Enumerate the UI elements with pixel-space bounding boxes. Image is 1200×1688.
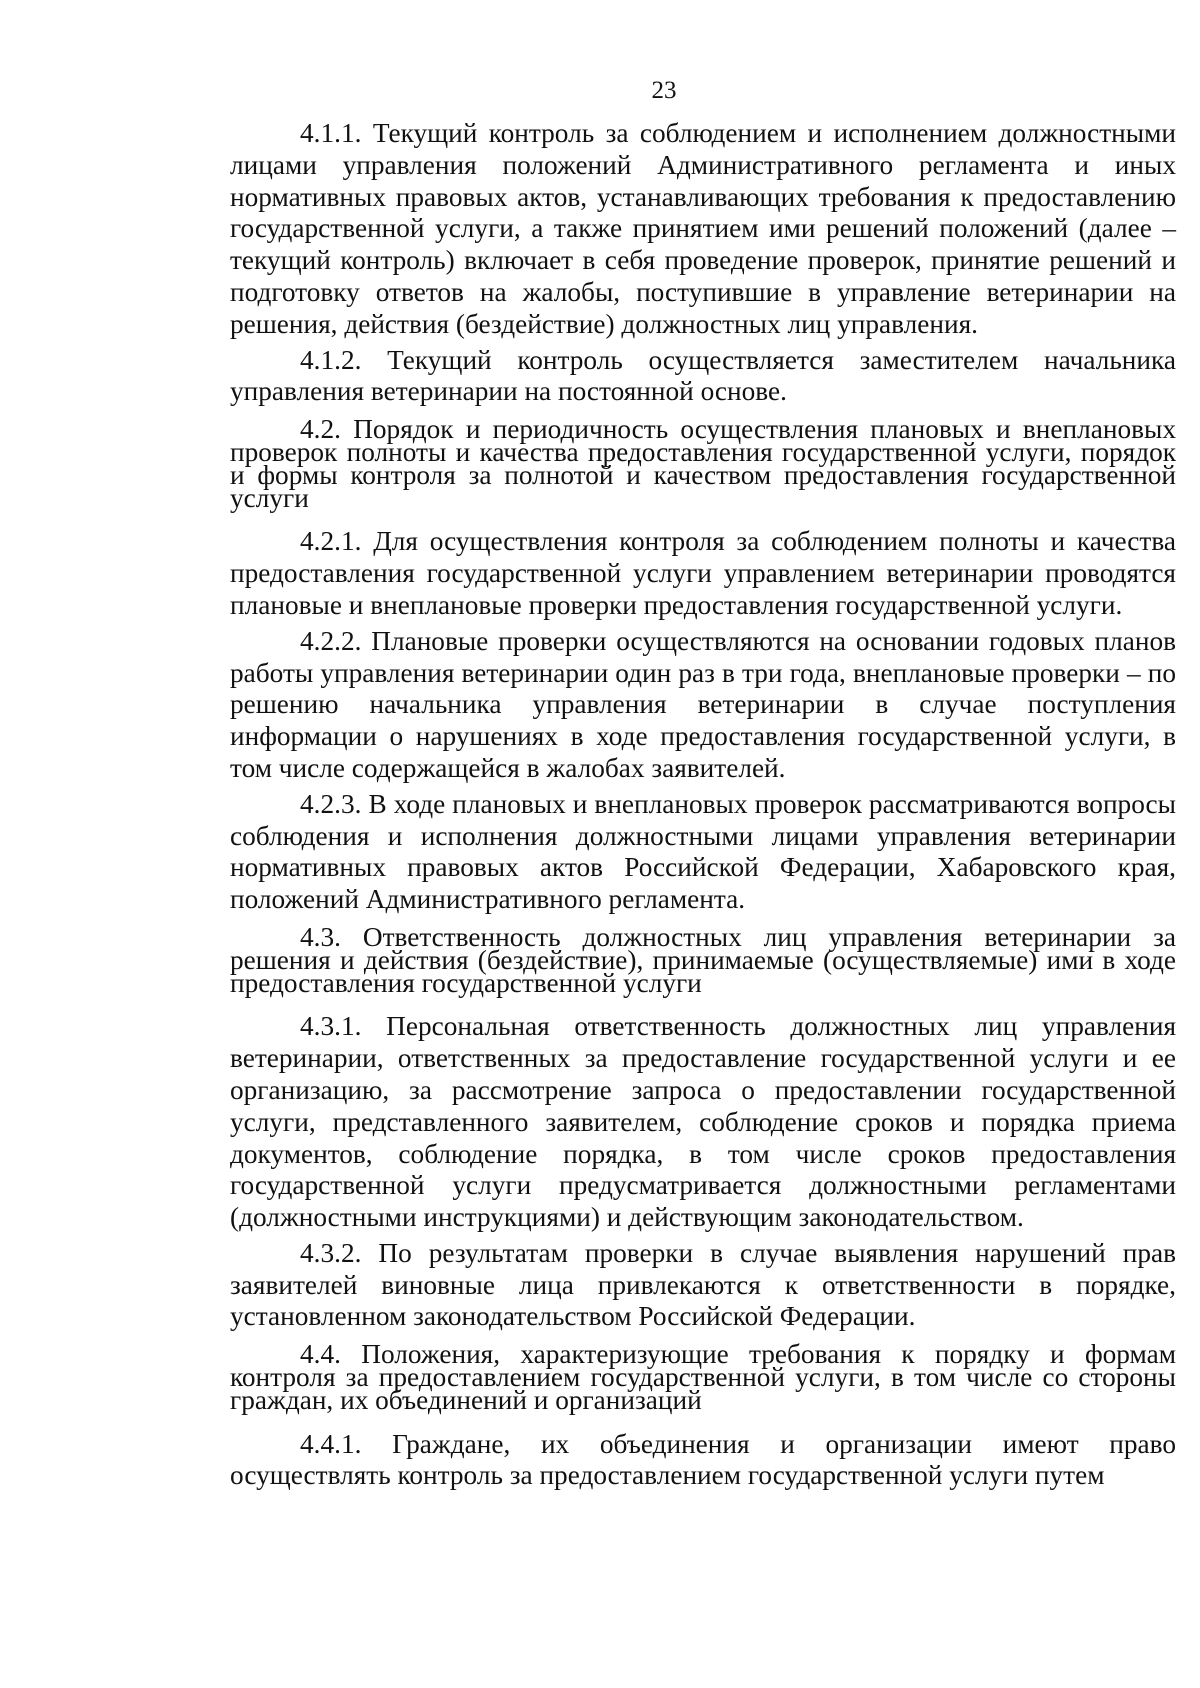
paragraph-4-3-2: 4.3.2. По результатам проверки в случае выявления нарушений прав заявителей виновные лица привлекаются к ответственности в порядке, установленном законодательством Российской Федерации. — [230, 1237, 1176, 1332]
paragraph-4-4-1: 4.4.1. Граждане, их объединения и организации имеют право осуществлять контроль за предоставлением государственной услуги путем — [230, 1428, 1176, 1491]
paragraph-4-2-1: 4.2.1. Для осуществления контроля за соблюдением полноты и качества предоставления государственной услуги управлением ветеринарии проводятся плановые и внеплановые проверки предоставления государственной услуги. — [230, 526, 1176, 620]
section-heading-4-3: 4.3. Ответственность должностных лиц управления ветеринарии за решения и действия (бездействие), принимаемые (осуществляемые) ими в ходе предоставления государственной услуги — [230, 921, 1176, 998]
paragraph-4-1-2: 4.1.2. Текущий контроль осуществляется заместителем начальника управления ветеринарии на постоянной основе. — [230, 344, 1176, 407]
paragraph-4-2-3: 4.2.3. В ходе плановых и внеплановых проверок рассматриваются вопросы соблюдения и исполнения должностными лицами управления ветеринарии нормативных правовых актов Российской Федерации, Хабаровского края, положений Административного регламента. — [230, 788, 1176, 915]
paragraph-4-1-1: 4.1.1. Текущий контроль за соблюдением и исполнением должностными лицами управления положений Административного регламента и иных нормативных правовых актов, устанавливающих требования к предоставлению государственной услуги, а также принятием ими решений положений (далее – текущий контроль) включает в себя проведение проверок, принятие решений и подготовку ответов на жалобы, поступившие в управление ветеринарии на решения, действия (бездействие) должностных лиц управления. — [230, 118, 1176, 339]
section-heading-4-2: 4.2. Порядок и периодичность осуществления плановых и внеплановых проверок полноты и качества предоставления государственной услуги, порядок и формы контроля за полнотой и качеством предоставления государственной услуги — [230, 414, 1176, 513]
paragraph-4-3-1: 4.3.1. Персональная ответственность должностных лиц управления ветеринарии, ответственных за предоставление государственной услуги и ее организацию, за рассмотрение запроса о предоставлении государственной услуги, представленного заявителем, соблюдение сроков и порядка приема документов, соблюдение порядка, в том числе сроков предоставления государственной услуги предусматривается должностными регламентами (должностными инструкциями) и действующим законодательством. — [230, 1011, 1176, 1233]
section-heading-4-4: 4.4. Положения, характеризующие требования к порядку и формам контроля за предоставлением государственной услуги, в том числе со стороны граждан, их объединений и организаций — [230, 1339, 1176, 1415]
paragraph-4-2-2: 4.2.2. Плановые проверки осуществляются на основании годовых планов работы управления ветеринарии один раз в три года, внеплановые проверки – по решению начальника управления ветеринарии в случае поступления информации о нарушениях в ходе предоставления государственной услуги, в том числе содержащейся в жалобах заявителей. — [230, 625, 1176, 783]
page-number: 23 — [651, 77, 677, 104]
document-body — [230, 118, 1176, 1492]
